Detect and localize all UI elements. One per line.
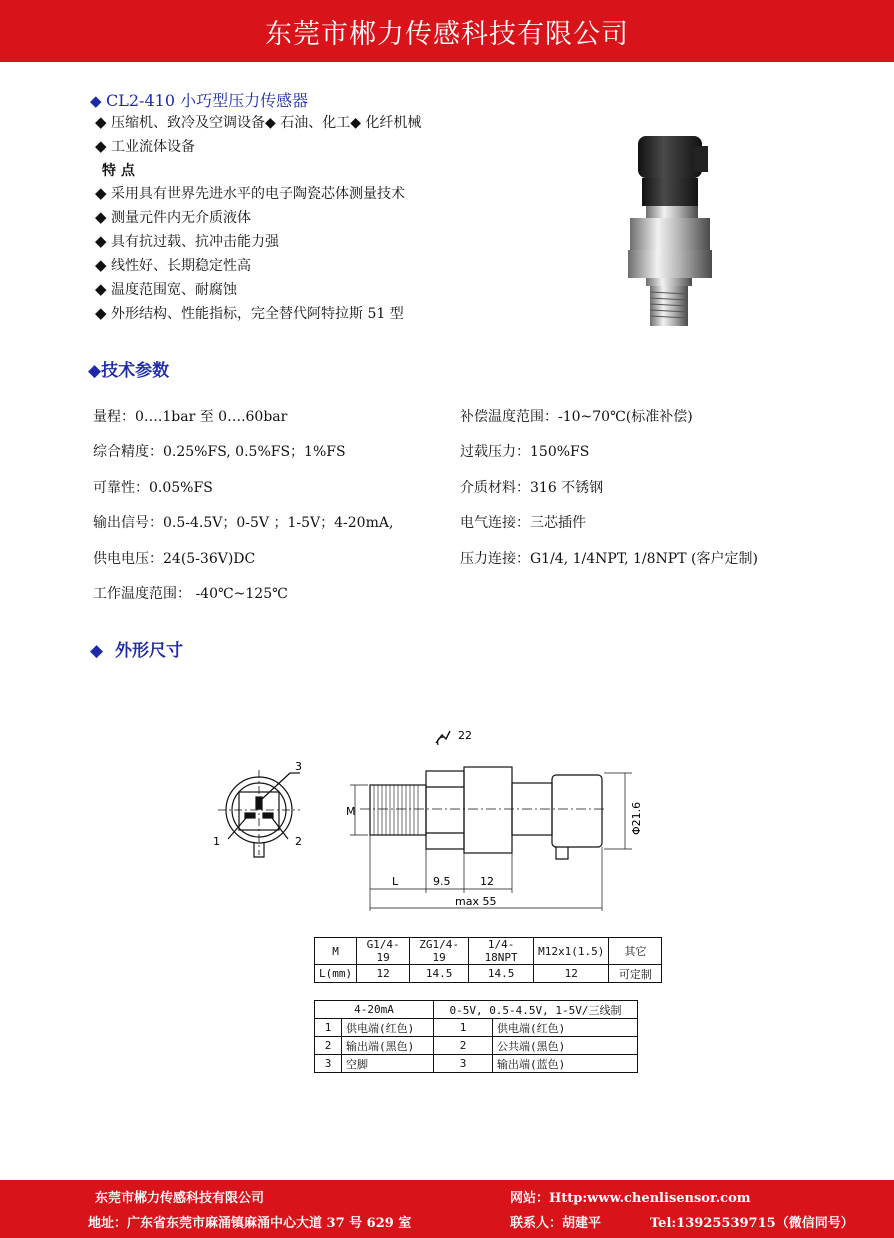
company-title: 东莞市郴力传感科技有限公司 [265,18,629,50]
dim-9-5: 9.5 [433,875,451,888]
diamond-icon: ◆ [95,304,107,322]
feature-item [95,183,405,203]
pin-label-1: 1 [213,835,220,848]
table-row [315,1055,638,1073]
table-cell: 供电端(红色) [493,1019,638,1037]
footer-website[interactable]: 网站：Http:www.chenlisensor.com [510,1191,751,1206]
table-cell: 12 [534,965,609,983]
table-cell: ZG1/4-19 [410,938,469,965]
sensor-photo [610,130,730,330]
spec-left-1: 综合精度：0.25%FS, 0.5%FS；1%FS [93,444,346,460]
dimension-drawing [200,715,660,920]
table-row [315,1037,638,1055]
table-row [315,1019,638,1037]
diamond-icon: ◆ [95,184,107,202]
app-line-1 [95,112,421,132]
diamond-icon: ◆ [95,232,107,250]
table-cell: L(mm) [315,965,357,983]
feature-text: 具有抗过载、抗冲击能力强 [111,234,279,250]
table-cell: M12x1(1.5) [534,938,609,965]
table-cell: 2 [315,1037,342,1055]
spec-left-3: 输出信号：0.5-4.5V；0-5V ；1-5V；4-20mA, [93,515,394,531]
table-cell: G1/4-19 [357,938,410,965]
feature-text: 采用具有世界先进水平的电子陶瓷芯体测量技术 [111,186,405,202]
dim-max-55: max 55 [455,895,497,908]
table-cell: 可定制 [609,965,662,983]
footer-company: 东莞市郴力传感科技有限公司 [95,1191,265,1206]
page-header [0,0,894,62]
footer-tel: Tel:13925539715（微信同号） [650,1216,854,1231]
diamond-icon: ◆ [95,137,107,155]
feature-item [95,231,279,251]
spec-right-1: 过载压力：150%FS [460,444,590,460]
feature-item [95,255,251,275]
table-cell: 输出端(黑色) [342,1037,434,1055]
table-cell: 输出端(蓝色) [493,1055,638,1073]
table-cell: 3 [315,1055,342,1073]
page-footer [0,1180,894,1238]
spec-right-4: 压力连接：G1/4, 1/4NPT, 1/8NPT (客户定制) [460,551,758,567]
diamond-icon: ◆ [95,280,107,298]
dims-title-text: 外形尺寸 [115,641,183,661]
feature-text: 温度范围宽、耐腐蚀 [111,282,237,298]
spec-left-4: 供电电压：24(5-36V)DC [93,551,256,567]
diamond-icon: ◆ [95,256,107,274]
table-cell: 12 [357,965,410,983]
wrench-size: 22 [458,729,472,742]
app-text: 压缩机、致冷及空调设备◆ 石油、化工◆ 化纤机械 [111,115,422,131]
thread-m-label: M [346,805,356,818]
table-cell: 1 [434,1019,493,1037]
table-cell: 3 [434,1055,493,1073]
feature-text: 测量元件内无介质液体 [111,210,251,226]
specs-section-title [88,356,169,381]
table-cell: 1 [315,1019,342,1037]
table-cell: 14.5 [410,965,469,983]
feature-text: 线性好、长期稳定性高 [111,258,251,274]
table-cell: M [315,938,357,965]
pin-label-3: 3 [295,760,302,773]
diameter-label: Φ21.6 [630,801,643,835]
table-cell: 1/4-18NPT [469,938,534,965]
footer-contact: 联系人：胡建平 [510,1216,602,1231]
feature-text: 外形结构、性能指标，完全替代阿特拉斯 51 型 [111,306,404,322]
table-cell: 空脚 [342,1055,434,1073]
spec-left-2: 可靠性：0.05%FS [93,480,213,496]
dims-section-title [90,636,183,661]
app-text: 工业流体设备 [111,139,195,155]
spec-right-3: 电气连接：三芯插件 [460,515,586,531]
spec-left-5: 工作温度范围： -40℃~125℃ [93,586,288,602]
feature-item [95,207,251,227]
dim-12: 12 [480,875,494,888]
length-l-label: L [392,875,399,888]
diamond-icon: ◆ [90,92,102,110]
product-title-line [90,88,308,111]
table-cell: 其它 [609,938,662,965]
table-row [315,1001,638,1019]
diamond-icon: ◆ [95,208,107,226]
diamond-icon: ◆ [90,641,104,661]
specs-title-text: 技术参数 [101,361,170,381]
table-row [315,965,662,983]
feature-item [95,279,237,299]
product-title: CL2-410 小巧型压力传感器 [106,91,309,110]
table-cell: 2 [434,1037,493,1055]
features-title: 特 点 [102,163,135,179]
diamond-icon: ◆ [88,361,102,381]
table-cell: 供电端(红色) [342,1019,434,1037]
thread-table [314,937,662,983]
table-header-cell: 4-20mA [315,1001,434,1019]
feature-item [95,303,404,323]
diamond-icon: ◆ [95,113,107,131]
spec-left-0: 量程：0….1bar 至 0….60bar [93,409,288,425]
spec-right-2: 介质材料：316 不锈钢 [460,480,604,496]
table-header-cell: 0-5V, 0.5-4.5V, 1-5V/三线制 [434,1001,638,1019]
app-line-2 [95,136,195,156]
footer-address: 地址：广东省东莞市麻涌镇麻涌中心大道 37 号 629 室 [88,1216,412,1231]
table-cell: 公共端(黑色) [493,1037,638,1055]
table-cell: 14.5 [469,965,534,983]
wiring-table [314,1000,638,1073]
table-row [315,938,662,965]
spec-right-0: 补偿温度范围：-10~70℃(标准补偿) [460,409,693,425]
pin-label-2: 2 [295,835,302,848]
